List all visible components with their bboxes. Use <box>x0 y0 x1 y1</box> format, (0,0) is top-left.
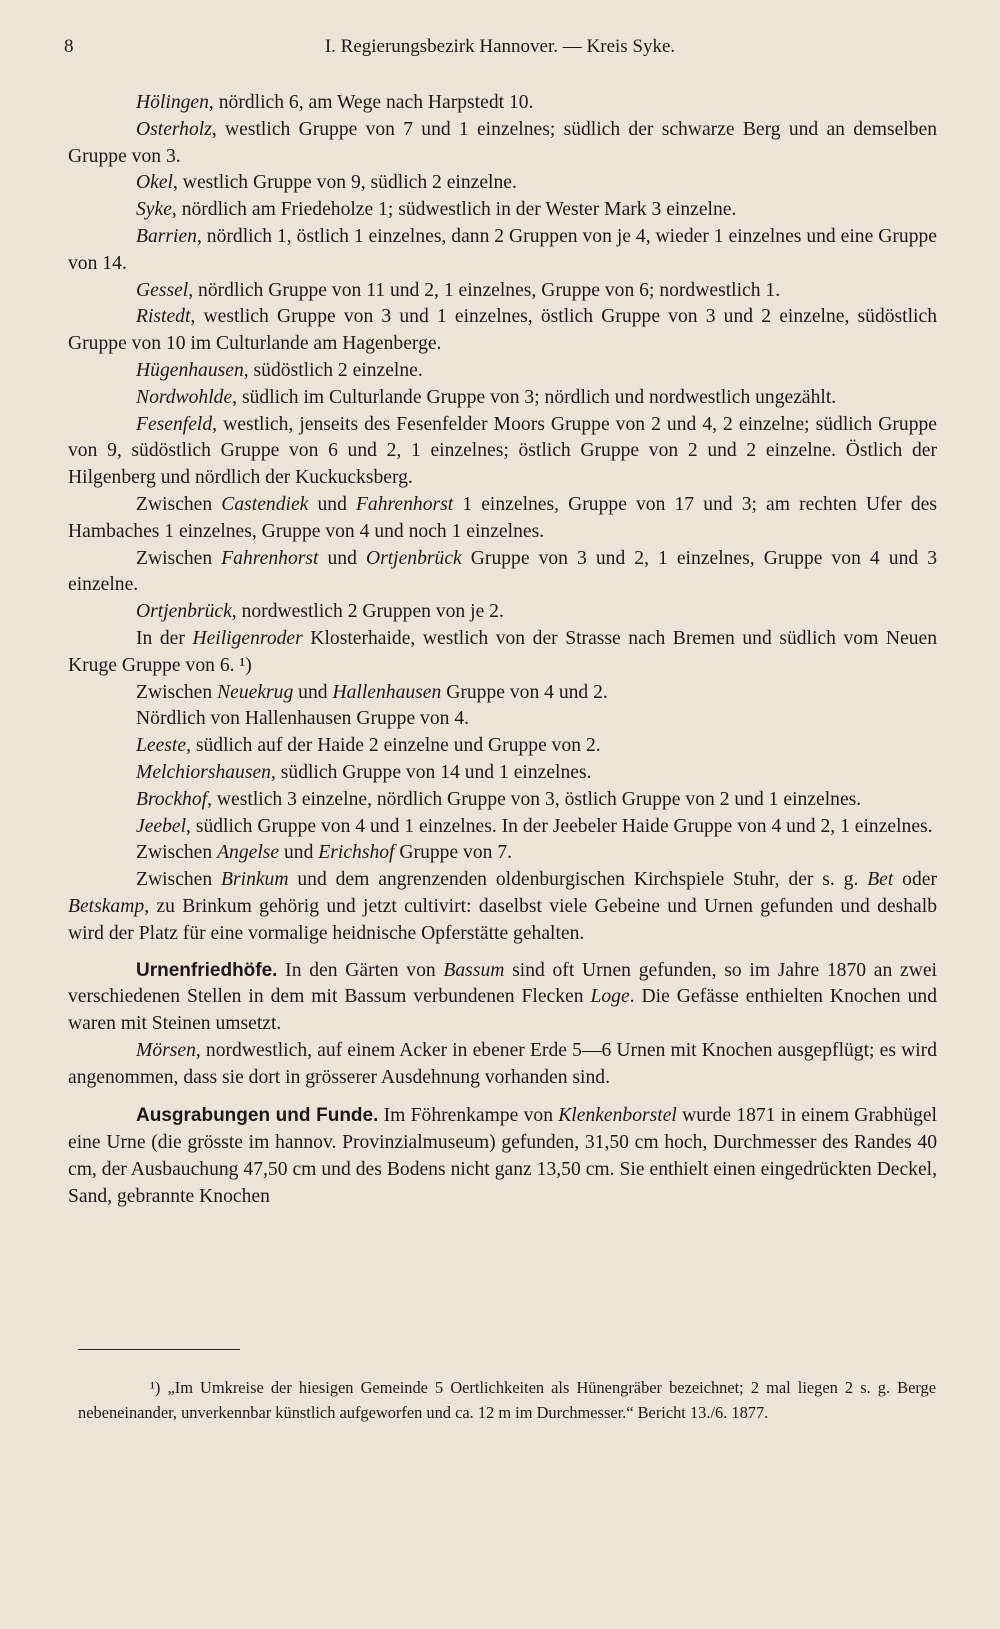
text-run: , zu Brinkum gehörig und jetzt cultivirt: daselbst viele Gebeine und Urnen gefunden und deshalb wird der Platz für eine vormalige heidnische Opferstätte gehalten. <box>68 895 937 944</box>
text-run: In den Gärten von <box>277 959 444 981</box>
text-run: oder <box>893 869 937 891</box>
place-name: Heiligenroder <box>192 627 303 649</box>
text-run: Nördlich von Hallenhausen Gruppe von 4. <box>136 708 470 730</box>
footnote <box>78 1375 936 1425</box>
paragraph <box>68 599 937 626</box>
paragraph <box>68 1038 937 1092</box>
place-name: Barrien <box>136 225 197 247</box>
text-run: Zwischen <box>136 547 222 569</box>
place-name: Bet <box>867 869 894 891</box>
place-name: Hölingen <box>136 92 209 113</box>
text-run: , nordwestlich, auf einem Acker in ebener Erde 5—6 Urnen mit Knochen ausgepflügt; es wird angenommen, dass sie dort in grösserer Ausdehnung vorhanden sind. <box>68 1039 937 1088</box>
paragraph <box>68 814 937 841</box>
text-run: und <box>318 547 366 569</box>
text-run: und dem angrenzenden oldenburgischen Kirchspiele Stuhr, der s. g. <box>288 869 868 891</box>
place-name: Hügenhausen <box>136 359 244 381</box>
paragraph <box>68 385 937 412</box>
place-name: Gessel <box>136 279 189 301</box>
place-name: Osterholz <box>136 118 212 140</box>
text-run: , westlich, jenseits des Fesenfelder Moors Gruppe von 2 und 4, 2 einzelne; südlich Gruppe von 9, südöstlich Gruppe von 6 und 2, 1 einzelnes; östlich Gruppe von 2 und 2 einzelne. Östlich der Hilgenberg und nördlich der Kuckucksberg. <box>68 413 937 489</box>
place-name: Neuekrug <box>217 681 294 703</box>
paragraph <box>68 412 937 492</box>
text-run: , südlich Gruppe von 4 und 1 einzelnes. In der Jeebeler Haide Gruppe von 4 und 2, 1 einzelnes. <box>186 815 933 837</box>
text-run: wurde 1871 in einem Grabhügel eine Urne (die grösste im hannov. Provinzialmuseum) gefunden, 31,50 cm hoch, Durchmesser des Randes 40 cm, der Ausbauchung 47,50 cm und des Bodens nicht ganz 13,50 cm. Sie enthielt einen eingedrückten Deckel, Sand, gebrannte Knochen <box>68 1105 938 1207</box>
place-name: Loge <box>590 986 630 1008</box>
paragraph <box>68 733 937 760</box>
text-run: . Die Gefässe enthielten Knochen und waren mit Steinen umsetzt. <box>68 986 937 1035</box>
text-run: Zwischen <box>136 493 222 515</box>
place-name: Nordwohlde <box>136 386 233 408</box>
text-run: , nördlich Gruppe von 11 und 2, 1 einzelnes, Gruppe von 6; nordwestlich 1. <box>188 279 781 301</box>
place-name: Ristedt <box>136 306 191 328</box>
section-ausgrabungen <box>68 1103 937 1210</box>
text-run: , westlich 3 einzelne, nördlich Gruppe von 3, östlich Gruppe von 2 und 1 einzelnes. <box>207 788 862 810</box>
paragraph <box>68 760 937 787</box>
text-run: , südöstlich 2 einzelne. <box>243 359 423 381</box>
text-run: , westlich Gruppe von 3 und 1 einzelnes, östlich Gruppe von 3 und 2 einzelne, südöstlich Gruppe von 10 im Culturlande am Hagenberge. <box>68 306 937 355</box>
place-name: Castendiek <box>221 493 309 515</box>
text-run: , westlich Gruppe von 9, südlich 2 einzelne. <box>173 172 517 194</box>
page-number: 8 <box>64 36 74 57</box>
place-name: Erichshof <box>318 842 395 864</box>
place-name: Fesenfeld <box>136 413 213 435</box>
place-name: Leeste <box>136 735 187 757</box>
text-run: Zwischen <box>136 681 218 703</box>
place-name: Ortjenbrück <box>365 547 462 569</box>
text-run: Klosterhaide, westlich von der Strasse nach Bremen und südlich vom Neuen Kruge Gruppe von 6. ¹) <box>68 627 937 676</box>
place-name: Klenkenborstel <box>558 1105 677 1127</box>
place-name: Betskamp <box>68 895 145 917</box>
place-name: Fahrenhorst <box>355 493 454 515</box>
paragraph <box>68 278 937 305</box>
text-run: Gruppe von 3 und 2, 1 einzelnes, Gruppe von 4 und 3 einzelne. <box>68 547 938 596</box>
paragraph <box>68 170 937 197</box>
text-run: , südlich Gruppe von 14 und 1 einzelnes. <box>270 761 592 783</box>
text-run: , südlich im Culturlande Gruppe von 3; nördlich und nordwestlich ungezählt. <box>232 386 837 408</box>
paragraph <box>68 546 937 600</box>
paragraph <box>68 304 937 358</box>
place-name: Okel <box>136 172 173 194</box>
paragraph <box>68 840 937 867</box>
text-run: Gruppe von 4 und 2. <box>441 681 608 703</box>
section-heading: Ausgrabungen und Funde. <box>136 1105 379 1127</box>
text-run: , westlich Gruppe von 7 und 1 einzelnes; südlich der schwarze Berg und an demselben Gruppe von 3. <box>68 118 937 167</box>
paragraph <box>68 197 937 224</box>
text-run: Gruppe von 7. <box>394 842 513 864</box>
section-urnenfriedhoefe <box>68 958 937 1038</box>
text-run: und <box>293 681 333 703</box>
text-run: und <box>308 493 356 515</box>
text-run: Zwischen <box>136 842 218 864</box>
text-run: 1 einzelnes, Gruppe von 17 und 3; am rechten Ufer des Hambaches 1 einzelnes, Gruppe von 4 und noch 1 einzelnes. <box>68 493 937 542</box>
place-name: Syke <box>136 199 172 221</box>
text-run: , nordwestlich 2 Gruppen von je 2. <box>231 601 504 623</box>
text-run: Im Föhrenkampe von <box>378 1105 559 1127</box>
paragraph <box>68 706 937 733</box>
running-head: I. Regierungsbezirk Hannover. — Kreis Syke. <box>324 36 676 57</box>
text-run: In der <box>136 627 193 649</box>
text-run: , nördlich 6, am Wege nach Harpstedt 10. <box>208 92 534 113</box>
paragraph <box>68 626 937 680</box>
section-heading: Urnenfriedhöfe. <box>136 959 278 981</box>
site-list <box>68 90 937 948</box>
body-text <box>68 90 937 1211</box>
place-name: Bassum <box>443 959 505 981</box>
paragraph <box>68 680 937 707</box>
text-run: , nördlich 1, östlich 1 einzelnes, dann 2 Gruppen von je 4, wieder 1 einzelnes und eine Gruppe von 14. <box>68 225 937 274</box>
footnote-rule <box>78 1349 240 1350</box>
place-name: Mörsen <box>136 1039 196 1061</box>
place-name: Melchiorshausen <box>136 761 271 783</box>
paragraph <box>68 492 937 546</box>
paragraph <box>68 867 937 947</box>
place-name: Brinkum <box>221 869 289 891</box>
paragraph <box>68 358 937 385</box>
text-run: sind oft Urnen gefunden, so im Jahre 1870 an zwei verschiedenen Stellen in dem mit Bassum verbundenen Flecken <box>68 959 937 1008</box>
text-run: und <box>279 842 319 864</box>
footnote-text: ¹) „Im Umkreise der hiesigen Gemeinde 5 Oertlichkeiten als Hünengräber bezeichnet; 2 mal liegen 2 s. g. Berge nebeneinander, unverkennbar künstlich aufgeworfen und ca. 12 m im Durchmesser.“ Bericht 13./6. 1877. <box>78 1378 936 1422</box>
page-header <box>64 36 936 66</box>
text-run: , nördlich am Friedeholze 1; südwestlich in der Wester Mark 3 einzelne. <box>171 199 737 221</box>
paragraph <box>68 117 937 171</box>
paragraph <box>68 224 937 278</box>
place-name: Ortjenbrück <box>136 601 232 623</box>
paragraph <box>68 90 937 117</box>
place-name: Hallenhausen <box>332 681 442 703</box>
place-name: Jeebel <box>136 815 187 837</box>
paragraph <box>68 787 937 814</box>
place-name: Brockhof <box>136 788 208 810</box>
text-run: , südlich auf der Haide 2 einzelne und Gruppe von 2. <box>186 735 601 757</box>
place-name: Fahrenhorst <box>221 547 319 569</box>
text-run: Zwischen <box>136 869 222 891</box>
place-name: Angelse <box>217 842 280 864</box>
